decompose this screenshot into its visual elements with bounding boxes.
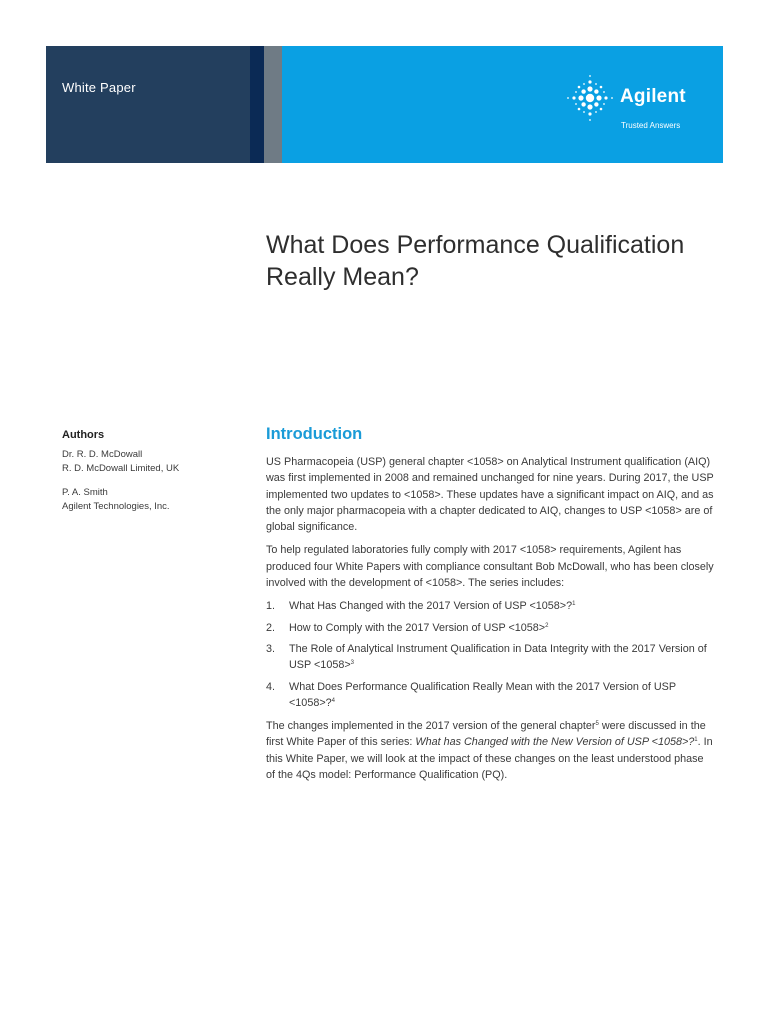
list-item — [266, 620, 714, 636]
agilent-spark-icon — [564, 72, 616, 124]
list-item-text: What Has Changed with the 2017 Version of USP <1058>? — [289, 600, 573, 613]
authors-section — [62, 428, 252, 524]
paragraph-text: were discussed in the first White Paper of this series: — [266, 720, 706, 749]
agilent-logo — [564, 68, 714, 138]
author-entry — [62, 448, 252, 476]
header-banner — [46, 46, 723, 163]
brand-tagline: Trusted Answers — [621, 121, 681, 130]
author-affiliation: Agilent Technologies, Inc. — [62, 501, 170, 512]
author-name: Dr. R. D. McDowall — [62, 449, 143, 460]
reference-marker: 1 — [572, 601, 576, 608]
list-item-text: The Role of Analytical Instrument Qualification in Data Integrity with the 2017 Version of USP <1058> — [289, 642, 707, 672]
list-item-number: 2. — [266, 621, 276, 634]
intro-paragraph-2: To help regulated laboratories fully comply with 2017 <1058> requirements, Agilent has produced four White Papers with compliance consultant Bob McDowall, who has been closely involved with the development of <1058>. The series includes: — [266, 544, 714, 590]
introduction-section — [266, 425, 714, 790]
white-paper-series-list — [266, 598, 714, 711]
intro-paragraph-3 — [266, 718, 714, 783]
authors-heading: Authors — [62, 429, 105, 441]
banner-navy-stripe — [250, 46, 264, 163]
banner-gray-stripe — [264, 46, 282, 163]
list-item — [266, 598, 714, 614]
list-item — [266, 679, 714, 712]
list-item-text: How to Comply with the 2017 Version of USP <1058> — [289, 621, 546, 634]
paragraph-text: The changes implemented in the 2017 version of the general chapter — [266, 720, 596, 733]
list-item — [266, 641, 714, 674]
reference-marker: 5 — [595, 721, 599, 728]
banner-dark-panel — [46, 46, 250, 163]
list-item-text: What Does Performance Qualification Really Mean with the 2017 Version of USP <1058>? — [289, 680, 676, 709]
document-title: What Does Performance Qualification Really Mean? — [266, 231, 685, 291]
author-affiliation: R. D. McDowall Limited, UK — [62, 463, 180, 474]
brand-name: Agilent — [620, 86, 686, 107]
cited-title: What has Changed with the New Version of USP <1058>? — [415, 736, 695, 749]
list-item-number: 4. — [266, 680, 276, 693]
document-type-label: White Paper — [62, 80, 136, 95]
paragraph-text: . In this White Paper, we will look at the impact of these changes on the least understood phase of the 4Qs model: Performance Qualification (PQ). — [266, 736, 713, 782]
intro-paragraph-1: US Pharmacopeia (USP) general chapter <1058> on Analytical Instrument qualification (AIQ) was first implemented in 2008 and remained unchanged for nine years. During 2017, the USP implemented two updates to <1058>. These updates have a significant impact on AIQ, and as the only major pharmacopeia with a chapter dedicated to AIQ, changes to USP <1058> are of global significance. — [266, 456, 714, 534]
reference-marker: 3 — [350, 660, 354, 667]
section-heading: Introduction — [266, 425, 363, 443]
author-name: P. A. Smith — [62, 487, 108, 498]
reference-marker: 4 — [331, 697, 335, 704]
list-item-number: 1. — [266, 600, 276, 613]
list-item-number: 3. — [266, 642, 276, 655]
reference-marker: 1 — [694, 737, 698, 744]
reference-marker: 2 — [545, 622, 549, 629]
author-entry — [62, 486, 252, 514]
